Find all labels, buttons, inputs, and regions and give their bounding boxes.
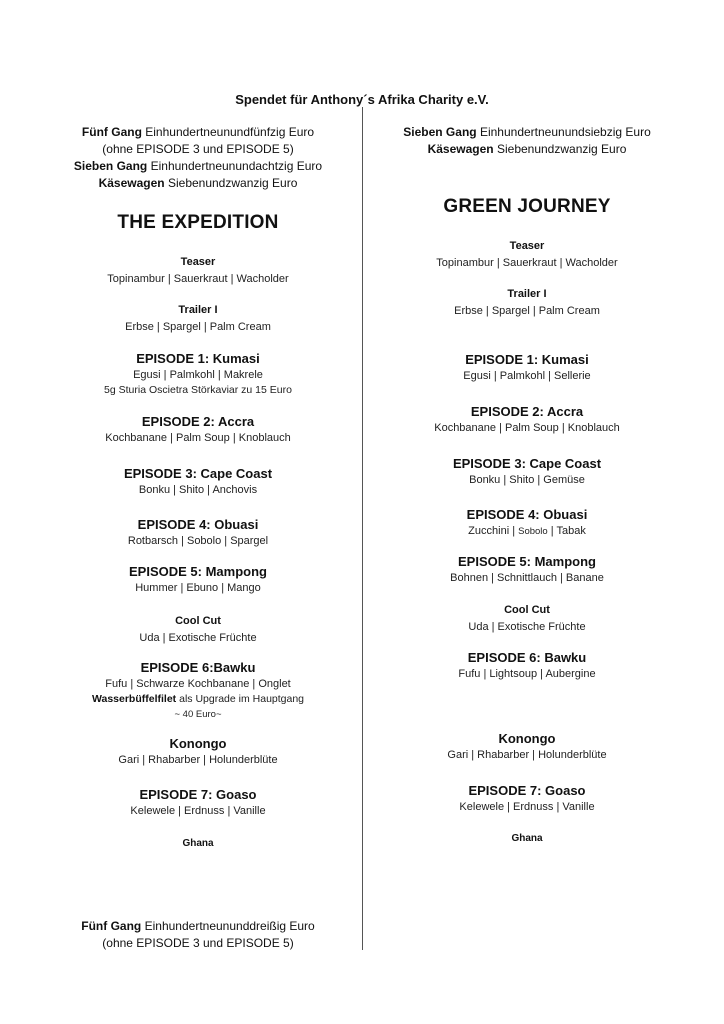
price-text: Einhundertneunundsiebzig Euro — [479, 125, 651, 139]
price-text: Einhundertneunundfünfzig Euro — [145, 125, 315, 139]
course — [370, 782, 684, 815]
course-name: EPISODE 5: Mampong — [129, 564, 267, 579]
price-label: Sieben Gang — [73, 159, 148, 173]
course-name: Trailer I — [178, 304, 218, 316]
course-extra: 5g Sturia Oscietra Störkaviar zu 15 Euro — [104, 384, 292, 396]
course-name: EPISODE 4: Obuasi — [466, 507, 588, 522]
course-items: Kelewele | Erdnuss | Vanille — [459, 801, 595, 813]
course-name: EPISODE 7: Goaso — [139, 787, 257, 802]
course-items: Topinambur | Sauerkraut | Wacholder — [107, 273, 289, 285]
course-items: Bohnen | Schnittlauch | Banane — [450, 572, 604, 584]
course-items: Topinambur | Sauerkraut | Wacholder — [436, 257, 618, 269]
course — [370, 238, 684, 271]
course-name: Teaser — [509, 240, 545, 252]
course-name: EPISODE 2: Accra — [470, 404, 584, 419]
price-text: Einhundertneunundachtzig Euro — [150, 159, 323, 173]
upgrade-item: Wasserbüffelfilet — [91, 693, 177, 705]
course — [40, 563, 356, 596]
course-items: Hummer | Ebuno | Mango — [135, 582, 261, 594]
course-items — [370, 523, 684, 540]
course-name: EPISODE 5: Mampong — [458, 554, 596, 569]
price-label: Käsewagen — [98, 176, 165, 190]
course-items: Kochbanane | Palm Soup | Knoblauch — [105, 432, 291, 444]
course-items: Bonku | Shito | Anchovis — [138, 484, 258, 496]
course — [370, 351, 684, 384]
menu-title: GREEN JOURNEY — [443, 196, 611, 217]
course — [40, 735, 356, 768]
price-label: Fünf Gang — [81, 919, 142, 933]
course-items: Uda | Exotische Früchte — [468, 621, 586, 633]
price-line — [40, 158, 356, 175]
course-name: EPISODE 3: Cape Coast — [452, 456, 602, 471]
course-name: Konongo — [498, 731, 556, 746]
course-name: Cool Cut — [504, 604, 550, 616]
course-upgrade — [40, 692, 356, 707]
course — [40, 659, 356, 722]
course-name: EPISODE 2: Accra — [141, 414, 255, 429]
course — [40, 350, 356, 398]
course — [40, 786, 356, 819]
item-text-small: Sobolo — [518, 526, 548, 537]
course — [370, 602, 684, 635]
course — [370, 286, 684, 319]
course-items: Erbse | Spargel | Palm Cream — [454, 305, 600, 317]
course — [370, 506, 684, 540]
upgrade-price: ~ 40 Euro~ — [174, 709, 222, 720]
price-label: Käsewagen — [427, 142, 494, 156]
course-name: Teaser — [180, 256, 216, 268]
course — [370, 455, 684, 488]
price-text: Siebenundzwanzig Euro — [167, 176, 298, 190]
item-text: | Tabak — [547, 525, 586, 537]
course — [40, 254, 356, 287]
page-title: Spendet für Anthony´s Afrika Charity e.V. — [235, 92, 489, 107]
course-items: Gari | Rhabarber | Holunderblüte — [447, 749, 607, 761]
menu-title: THE EXPEDITION — [117, 212, 279, 233]
course — [370, 649, 684, 682]
course-name: EPISODE 3: Cape Coast — [123, 466, 273, 481]
price-line — [370, 124, 684, 141]
course — [370, 730, 684, 763]
price-text: Siebenundzwanzig Euro — [496, 142, 627, 156]
course — [40, 516, 356, 549]
course-items: Kochbanane | Palm Soup | Knoblauch — [434, 422, 620, 434]
course-items: Egusi | Palmkohl | Makrele — [133, 369, 263, 381]
course-items: Rotbarsch | Sobolo | Spargel — [127, 535, 269, 547]
course-name: EPISODE 6: Bawku — [467, 650, 587, 665]
course-items: Fufu | Schwarze Kochbanane | Onglet — [105, 678, 291, 690]
course-name: EPISODE 1: Kumasi — [136, 351, 260, 366]
footer-price-note: (ohne EPISODE 3 und EPISODE 5) — [102, 936, 294, 950]
course-items: Gari | Rhabarber | Holunderblüte — [118, 754, 278, 766]
course — [370, 553, 684, 586]
course — [40, 613, 356, 646]
price-note: (ohne EPISODE 3 und EPISODE 5) — [102, 142, 294, 156]
course — [40, 413, 356, 446]
course-items: Egusi | Palmkohl | Sellerie — [463, 370, 591, 382]
course-items: Bonku | Shito | Gemüse — [469, 474, 585, 486]
course-items: Kelewele | Erdnuss | Vanille — [130, 805, 266, 817]
price-line — [40, 175, 356, 192]
price-line — [370, 141, 684, 158]
footer-price-line — [40, 918, 356, 935]
region-label: Ghana — [182, 838, 214, 849]
column-divider — [362, 107, 363, 950]
course-name: EPISODE 7: Goaso — [468, 783, 586, 798]
course — [40, 465, 356, 498]
price-text: Einhundertneununddreißig Euro — [144, 919, 315, 933]
region-label: Ghana — [511, 833, 543, 844]
price-label: Fünf Gang — [81, 125, 142, 139]
course-name: Cool Cut — [175, 615, 221, 627]
course-name: EPISODE 1: Kumasi — [465, 352, 589, 367]
course-items: Erbse | Spargel | Palm Cream — [125, 321, 271, 333]
item-text: Zucchini | — [468, 525, 519, 537]
upgrade-text: als Upgrade im Hauptgang — [179, 693, 305, 705]
course — [40, 302, 356, 335]
course-name: Trailer I — [507, 288, 547, 300]
course-name: Konongo — [169, 736, 227, 751]
course-items: Uda | Exotische Früchte — [139, 632, 257, 644]
price-label: Sieben Gang — [403, 125, 477, 139]
course-name: EPISODE 6:Bawku — [140, 660, 256, 675]
course-name: EPISODE 4: Obuasi — [137, 517, 259, 532]
course — [370, 403, 684, 436]
course-items: Fufu | Lightsoup | Aubergine — [458, 668, 596, 680]
price-line — [40, 124, 356, 141]
